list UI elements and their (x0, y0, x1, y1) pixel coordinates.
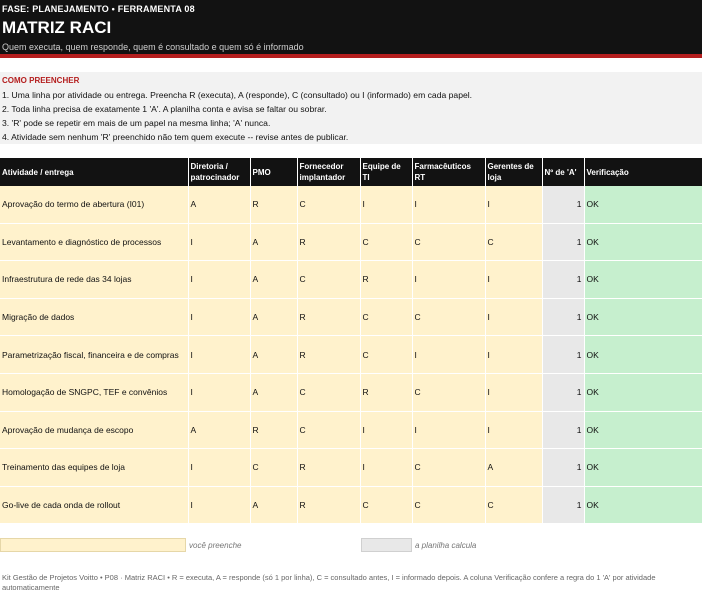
role-cell[interactable]: C (360, 486, 412, 524)
role-cell[interactable]: I (485, 261, 542, 299)
table-row (0, 223, 702, 261)
instruction-line: 1. Uma linha por atividade ou entrega. Preencha R (executa), A (responde), C (consultado) ou I (informado) em cada papel. (2, 90, 473, 100)
legend-input-label: você preenche (189, 541, 242, 550)
column-header-fornecedor[interactable]: Fornecedor implantador (297, 158, 360, 186)
instruction-line: 2. Toda linha precisa de exatamente 1 'A'. A planilha conta e avisa se faltar ou sobrar. (2, 104, 327, 114)
role-cell[interactable]: C (412, 449, 485, 487)
activity-cell[interactable]: Levantamento e diagnóstico de processos (0, 223, 188, 261)
role-cell[interactable]: R (360, 373, 412, 411)
activity-cell[interactable]: Treinamento das equipes de loja (0, 449, 188, 487)
instruction-line: 4. Atividade sem nenhum 'R' preenchido não tem quem execute -- revise antes de publicar. (2, 132, 349, 142)
table-header-row (0, 158, 702, 186)
role-cell[interactable]: I (188, 261, 250, 299)
role-cell[interactable]: C (297, 411, 360, 449)
verification-cell: OK (584, 223, 702, 261)
role-cell[interactable]: A (250, 336, 297, 374)
table-row (0, 486, 702, 524)
a-count-cell: 1 (542, 186, 584, 223)
verification-cell: OK (584, 411, 702, 449)
column-header-count-a[interactable]: Nº de 'A' (542, 158, 584, 186)
activity-cell[interactable]: Parametrização fiscal, financeira e de compras (0, 336, 188, 374)
a-count-cell: 1 (542, 336, 584, 374)
role-cell[interactable]: I (360, 411, 412, 449)
page-title: MATRIZ RACI (2, 18, 112, 37)
role-cell[interactable]: I (188, 373, 250, 411)
table-row (0, 261, 702, 299)
column-header-pmo[interactable]: PMO (250, 158, 297, 186)
role-cell[interactable]: I (485, 298, 542, 336)
role-cell[interactable]: R (360, 261, 412, 299)
verification-cell: OK (584, 186, 702, 223)
role-cell[interactable]: C (360, 223, 412, 261)
role-cell[interactable]: A (250, 486, 297, 524)
role-cell[interactable]: C (297, 186, 360, 223)
role-cell[interactable]: C (412, 223, 485, 261)
a-count-cell: 1 (542, 261, 584, 299)
verification-cell: OK (584, 336, 702, 374)
role-cell[interactable]: R (250, 186, 297, 223)
table-row (0, 449, 702, 487)
activity-cell[interactable]: Aprovação de mudança de escopo (0, 411, 188, 449)
role-cell[interactable]: C (250, 449, 297, 487)
column-header-farmaceuticos[interactable]: Farmacêuticos RT (412, 158, 485, 186)
role-cell[interactable]: A (250, 298, 297, 336)
role-cell[interactable]: C (297, 373, 360, 411)
verification-cell: OK (584, 449, 702, 487)
a-count-cell: 1 (542, 486, 584, 524)
role-cell[interactable]: I (412, 186, 485, 223)
column-header-diretoria[interactable]: Diretoria / patrocinador (188, 158, 250, 186)
role-cell[interactable]: R (250, 411, 297, 449)
activity-cell[interactable]: Aprovação do termo de abertura (I01) (0, 186, 188, 223)
role-cell[interactable]: R (297, 449, 360, 487)
role-cell[interactable]: I (188, 336, 250, 374)
role-cell[interactable]: C (485, 223, 542, 261)
table-row (0, 336, 702, 374)
role-cell[interactable]: I (360, 449, 412, 487)
verification-cell: OK (584, 373, 702, 411)
role-cell[interactable]: R (297, 336, 360, 374)
role-cell[interactable]: C (412, 486, 485, 524)
role-cell[interactable]: I (485, 186, 542, 223)
role-cell[interactable]: I (485, 373, 542, 411)
role-cell[interactable]: I (412, 261, 485, 299)
role-cell[interactable]: A (485, 449, 542, 487)
role-cell[interactable]: A (188, 186, 250, 223)
role-cell[interactable]: I (188, 449, 250, 487)
table-row (0, 411, 702, 449)
page-subtitle: Quem executa, quem responde, quem é consultado e quem só é informado (2, 42, 304, 52)
role-cell[interactable]: I (360, 186, 412, 223)
table-row (0, 373, 702, 411)
verification-cell: OK (584, 486, 702, 524)
role-cell[interactable]: I (188, 486, 250, 524)
column-header-gerentes[interactable]: Gerentes de loja (485, 158, 542, 186)
a-count-cell: 1 (542, 411, 584, 449)
role-cell[interactable]: C (485, 486, 542, 524)
role-cell[interactable]: I (188, 298, 250, 336)
role-cell[interactable]: I (485, 411, 542, 449)
instructions-panel (0, 72, 702, 144)
column-header-activity[interactable]: Atividade / entrega (0, 158, 188, 186)
role-cell[interactable]: C (360, 298, 412, 336)
a-count-cell: 1 (542, 298, 584, 336)
role-cell[interactable]: C (297, 261, 360, 299)
activity-cell[interactable]: Homologação de SNGPC, TEF e convênios (0, 373, 188, 411)
role-cell[interactable]: A (250, 373, 297, 411)
instructions-title: COMO PREENCHER (2, 76, 80, 85)
role-cell[interactable]: R (297, 486, 360, 524)
verification-cell: OK (584, 298, 702, 336)
footer-note: Kit Gestão de Projetos Voitto • P08 · Matriz RACI • R = executa, A = responde (só 1 por linha), C = consultado antes, I = informado depois. A coluna Verificação confere a regra do 1 'A' por atividade automaticamente (2, 573, 656, 592)
activity-cell[interactable]: Infraestrutura de rede das 34 lojas (0, 261, 188, 299)
activity-cell[interactable]: Go-live de cada onda de rollout (0, 486, 188, 524)
table-row (0, 298, 702, 336)
phase-label: FASE: PLANEJAMENTO • FERRAMENTA 08 (2, 4, 195, 14)
legend-calc-swatch (361, 538, 412, 552)
role-cell[interactable]: A (250, 261, 297, 299)
activity-cell[interactable]: Migração de dados (0, 298, 188, 336)
role-cell[interactable]: A (188, 411, 250, 449)
verification-cell: OK (584, 261, 702, 299)
legend-input-swatch (0, 538, 186, 552)
a-count-cell: 1 (542, 223, 584, 261)
legend-calc-label: a planilha calcula (415, 541, 477, 550)
role-cell[interactable]: I (412, 336, 485, 374)
role-cell[interactable]: I (188, 223, 250, 261)
page-header (0, 0, 702, 54)
column-header-verificacao[interactable]: Verificação (584, 158, 702, 186)
column-header-ti[interactable]: Equipe de TI (360, 158, 412, 186)
role-cell[interactable]: C (412, 298, 485, 336)
role-cell[interactable]: R (297, 223, 360, 261)
a-count-cell: 1 (542, 449, 584, 487)
accent-divider (0, 54, 702, 58)
role-cell[interactable]: C (412, 373, 485, 411)
role-cell[interactable]: A (250, 223, 297, 261)
role-cell[interactable]: I (412, 411, 485, 449)
a-count-cell: 1 (542, 373, 584, 411)
table-row (0, 186, 702, 223)
raci-table (0, 158, 702, 524)
role-cell[interactable]: C (360, 336, 412, 374)
role-cell[interactable]: I (485, 336, 542, 374)
role-cell[interactable]: R (297, 298, 360, 336)
instruction-line: 3. 'R' pode se repetir em mais de um papel na mesma linha; 'A' nunca. (2, 118, 271, 128)
